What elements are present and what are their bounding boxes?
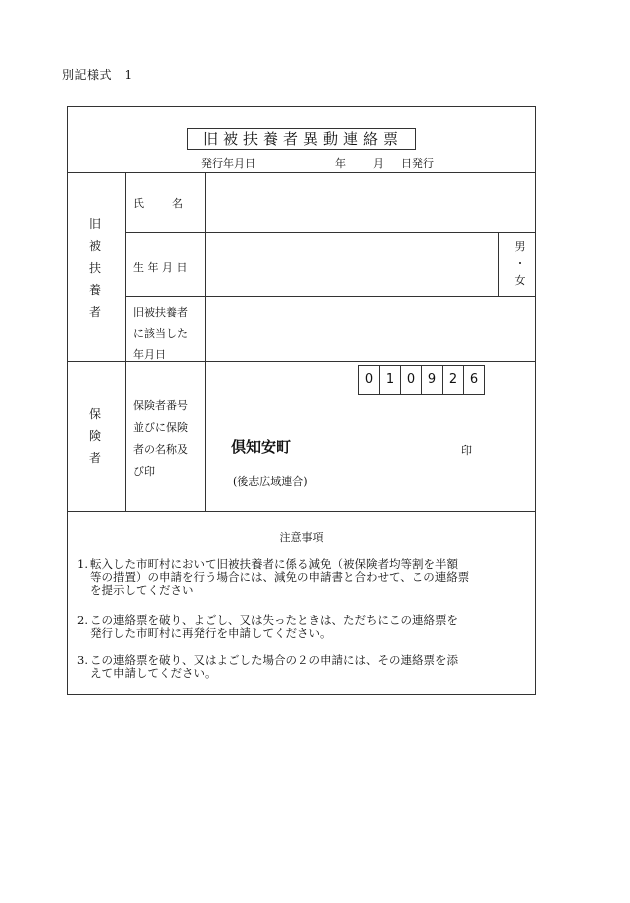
dependent-section-label: 旧被扶養者 [88, 217, 101, 319]
note-item-1: 1. 転入した市町村において旧被扶養者に係る減免（被保険者均等割を半額 等の措置）の申請を行う場合には、減免の申請書と合わせて、この連絡票 を提示してください [77, 557, 470, 597]
insurer-sub-name: (後志広域連合) [233, 475, 308, 488]
issue-day-label: 日発行 [401, 157, 434, 170]
sex-male: 男 [514, 240, 526, 253]
field-label-divider [205, 172, 206, 511]
insurer-number-digit: 9 [421, 365, 443, 395]
form-id: 別記様式 1 [62, 68, 133, 82]
birth-row-divider [125, 296, 535, 297]
sex-separator: ・ [514, 257, 526, 270]
form-title: 旧被扶養者異動連絡票 [187, 128, 416, 150]
insurer-number-digit: 0 [400, 365, 422, 395]
insurer-number-digit: 1 [379, 365, 401, 395]
sex-column-divider [498, 232, 499, 296]
seal-mark: 印 [461, 444, 472, 457]
note-number: 2. [77, 613, 88, 627]
notes-title: 注意事項 [279, 531, 324, 544]
sex-female: 女 [514, 274, 526, 287]
name-field-label: 氏 名 [133, 197, 185, 210]
issue-date-label: 発行年月日 [201, 157, 256, 170]
insurer-number-digit: 0 [358, 365, 380, 395]
notes-section-divider [68, 511, 535, 512]
issue-month-label: 月 [373, 157, 384, 170]
name-row-divider [125, 232, 535, 233]
section-label-divider [125, 172, 126, 511]
header-divider [68, 172, 535, 173]
insurer-number-digit: 6 [463, 365, 485, 395]
note-item-2: 2. この連絡票を破り、よごし、又は失ったときは、ただちにこの連絡票を 発行した市町村に再発行を申請してください。 [77, 613, 458, 640]
insurer-name: 倶知安町 [231, 438, 292, 456]
note-number: 3. [77, 653, 88, 667]
insurer-number-digit: 2 [442, 365, 464, 395]
form-frame [67, 106, 536, 695]
issue-year-label: 年 [335, 157, 346, 170]
insurer-field-label: 保険者番号 並びに保険 者の名称及 び印 [133, 399, 188, 478]
insurer-section-label: 保険者 [88, 407, 101, 465]
sex-options [514, 238, 526, 289]
qualified-date-label: 旧被扶養者 に該当した 年月日 [133, 306, 188, 361]
note-number: 1. [77, 557, 88, 571]
birth-field-label: 生 年 月 日 [133, 261, 188, 274]
note-item-3: 3. この連絡票を破り、又はよごした場合の２の申請には、その連絡票を添 えて申請してください。 [77, 653, 458, 680]
